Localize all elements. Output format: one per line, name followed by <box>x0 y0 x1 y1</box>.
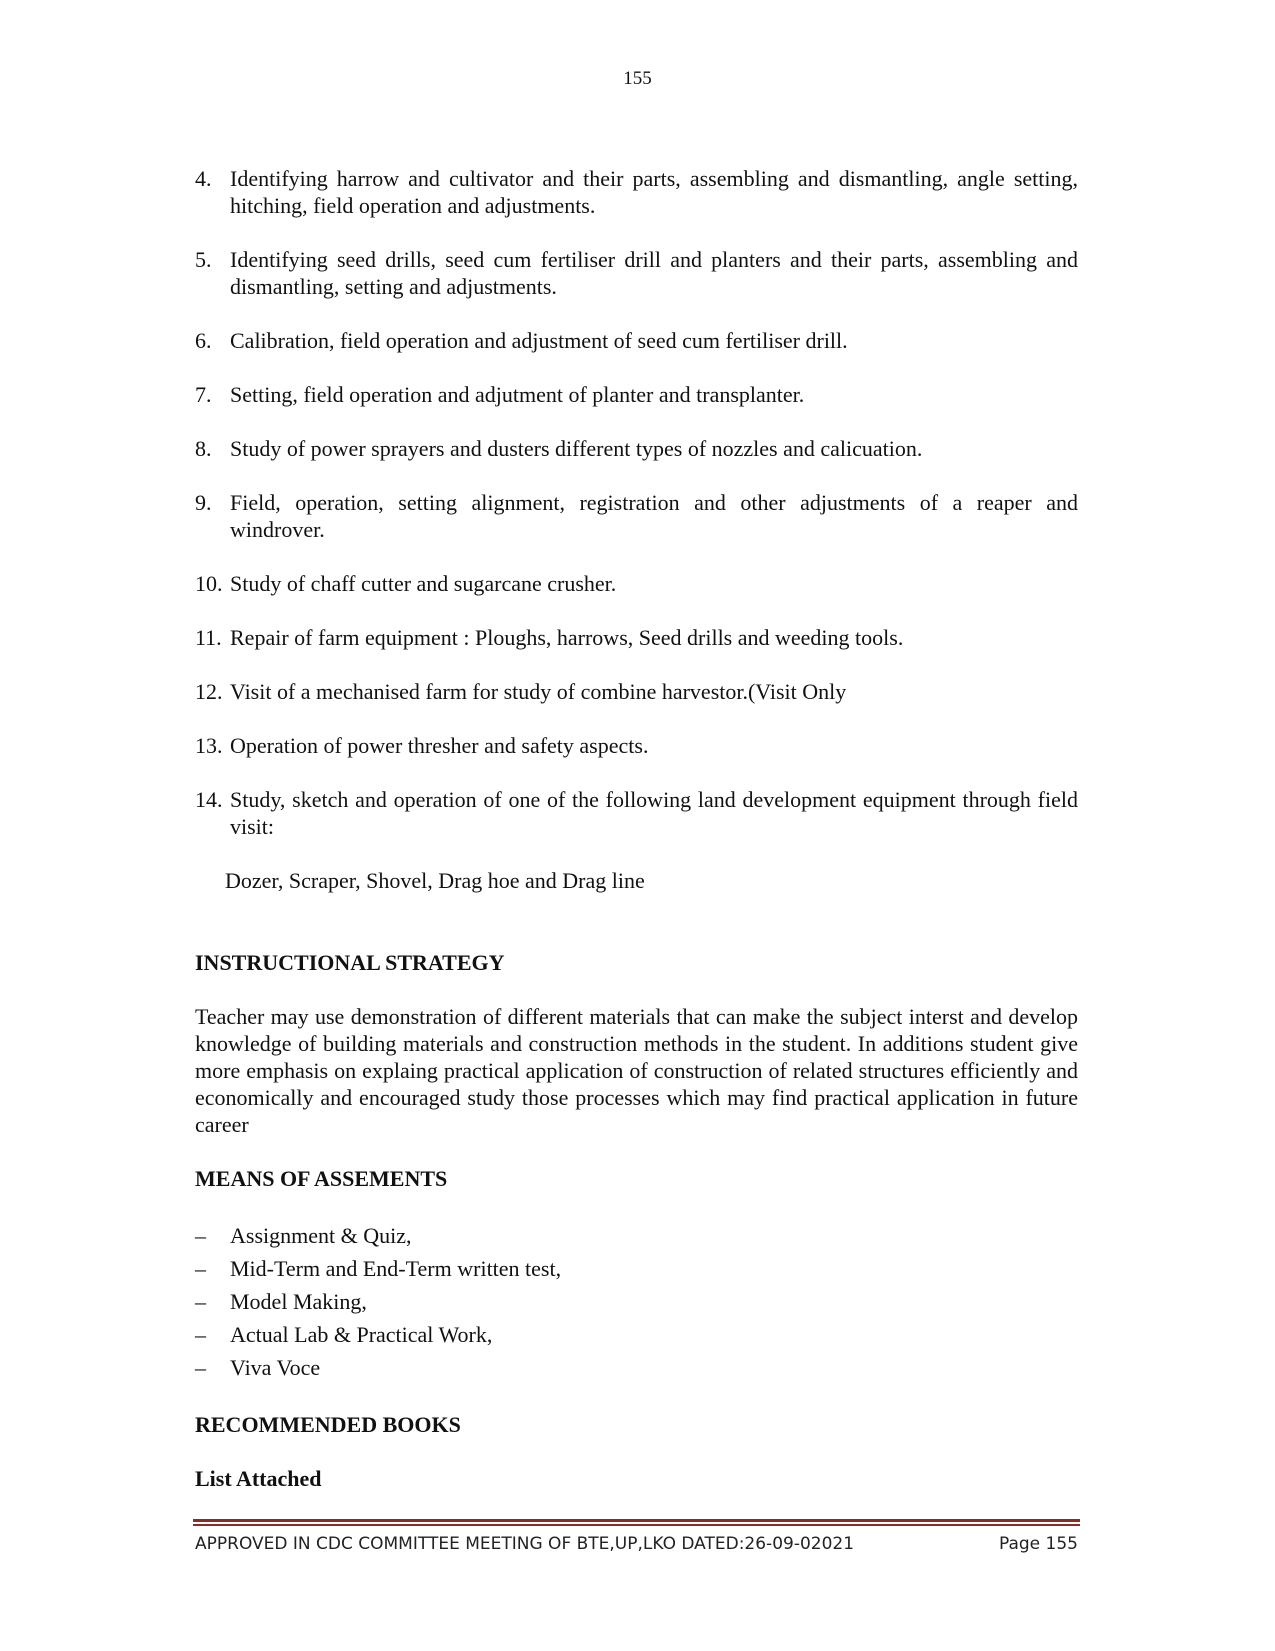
footer-approval-text: APPROVED IN CDC COMMITTEE MEETING OF BTE,UP,LKO DATED:26-09-02021 <box>195 1534 855 1554</box>
list-item <box>195 327 1078 354</box>
assessment-item: Model Making, <box>230 1289 367 1314</box>
page-footer <box>195 1534 1078 1554</box>
item-number: 12. <box>195 679 223 704</box>
item-number: 7. <box>195 382 212 407</box>
list-item <box>195 1252 1078 1285</box>
document-body <box>195 165 1078 1519</box>
item-number: 9. <box>195 490 212 515</box>
dash-marker: – <box>195 1223 206 1248</box>
item-text: Visit of a mechanised farm for study of combine harvestor.(Visit Only <box>230 679 847 704</box>
list-item <box>195 489 1078 543</box>
list-item <box>195 381 1078 408</box>
list-item <box>195 1318 1078 1351</box>
means-of-assessments-heading: MEANS OF ASSEMENTS <box>195 1166 448 1191</box>
item-text: Repair of farm equipment : Ploughs, harrows, Seed drills and weeding tools. <box>230 625 904 650</box>
item-text: Calibration, field operation and adjustment of seed cum fertiliser drill. <box>230 328 848 353</box>
dash-marker: – <box>195 1256 206 1281</box>
practical-list <box>195 165 1078 840</box>
equipment-line: Dozer, Scraper, Shovel, Drag hoe and Drag line <box>225 868 645 893</box>
list-attached-heading: List Attached <box>195 1466 322 1491</box>
item-number: 14. <box>195 787 223 812</box>
item-number: 6. <box>195 328 212 353</box>
list-item <box>195 246 1078 300</box>
list-item <box>195 786 1078 840</box>
list-item <box>195 1351 1078 1384</box>
dash-marker: – <box>195 1355 206 1380</box>
instructional-strategy-text: Teacher may use demonstration of different materials that can make the subject interst and develop knowledge of building materials and construction methods in the student. In additions student give more emphasis on explaing practical application of construction of related structures efficiently and economically and encouraged study those processes which may find practical application in future career <box>195 1004 1078 1137</box>
item-number: 10. <box>195 571 223 596</box>
item-text: Field, operation, setting alignment, registration and other adjustments of a reaper and windrover. <box>230 490 1078 542</box>
dash-marker: – <box>195 1322 206 1347</box>
assessment-list <box>195 1219 1078 1384</box>
item-text: Operation of power thresher and safety aspects. <box>230 733 649 758</box>
item-number: 13. <box>195 733 223 758</box>
footer-rule <box>193 1519 1080 1526</box>
item-text: Study of chaff cutter and sugarcane crusher. <box>230 571 617 596</box>
item-number: 4. <box>195 166 212 191</box>
list-item <box>195 732 1078 759</box>
page-number-top: 155 <box>623 68 652 89</box>
recommended-books-heading: RECOMMENDED BOOKS <box>195 1412 461 1437</box>
footer-page-number: Page 155 <box>998 1534 1078 1554</box>
list-item <box>195 624 1078 651</box>
item-text: Identifying seed drills, seed cum fertiliser drill and planters and their parts, assembling and dismantling, setting and adjustments. <box>230 247 1078 299</box>
dash-marker: – <box>195 1289 206 1314</box>
instructional-strategy-heading: INSTRUCTIONAL STRATEGY <box>195 950 505 975</box>
item-text: Setting, field operation and adjutment of planter and transplanter. <box>230 382 805 407</box>
list-item <box>195 570 1078 597</box>
item-text: Study, sketch and operation of one of the following land development equipment through field visit: <box>230 787 1078 839</box>
list-item <box>195 1285 1078 1318</box>
item-text: Identifying harrow and cultivator and their parts, assembling and dismantling, angle setting, hitching, field operation and adjustments. <box>230 166 1078 218</box>
assessment-item: Assignment & Quiz, <box>230 1223 412 1248</box>
item-number: 5. <box>195 247 212 272</box>
list-item <box>195 678 1078 705</box>
assessment-item: Actual Lab & Practical Work, <box>230 1322 493 1347</box>
list-item <box>195 435 1078 462</box>
list-item <box>195 165 1078 219</box>
item-text: Study of power sprayers and dusters different types of nozzles and calicuation. <box>230 436 923 461</box>
item-number: 8. <box>195 436 212 461</box>
item-number: 11. <box>195 625 222 650</box>
list-item <box>195 1219 1078 1252</box>
assessment-item: Viva Voce <box>230 1355 321 1380</box>
assessment-item: Mid-Term and End-Term written test, <box>230 1256 562 1281</box>
